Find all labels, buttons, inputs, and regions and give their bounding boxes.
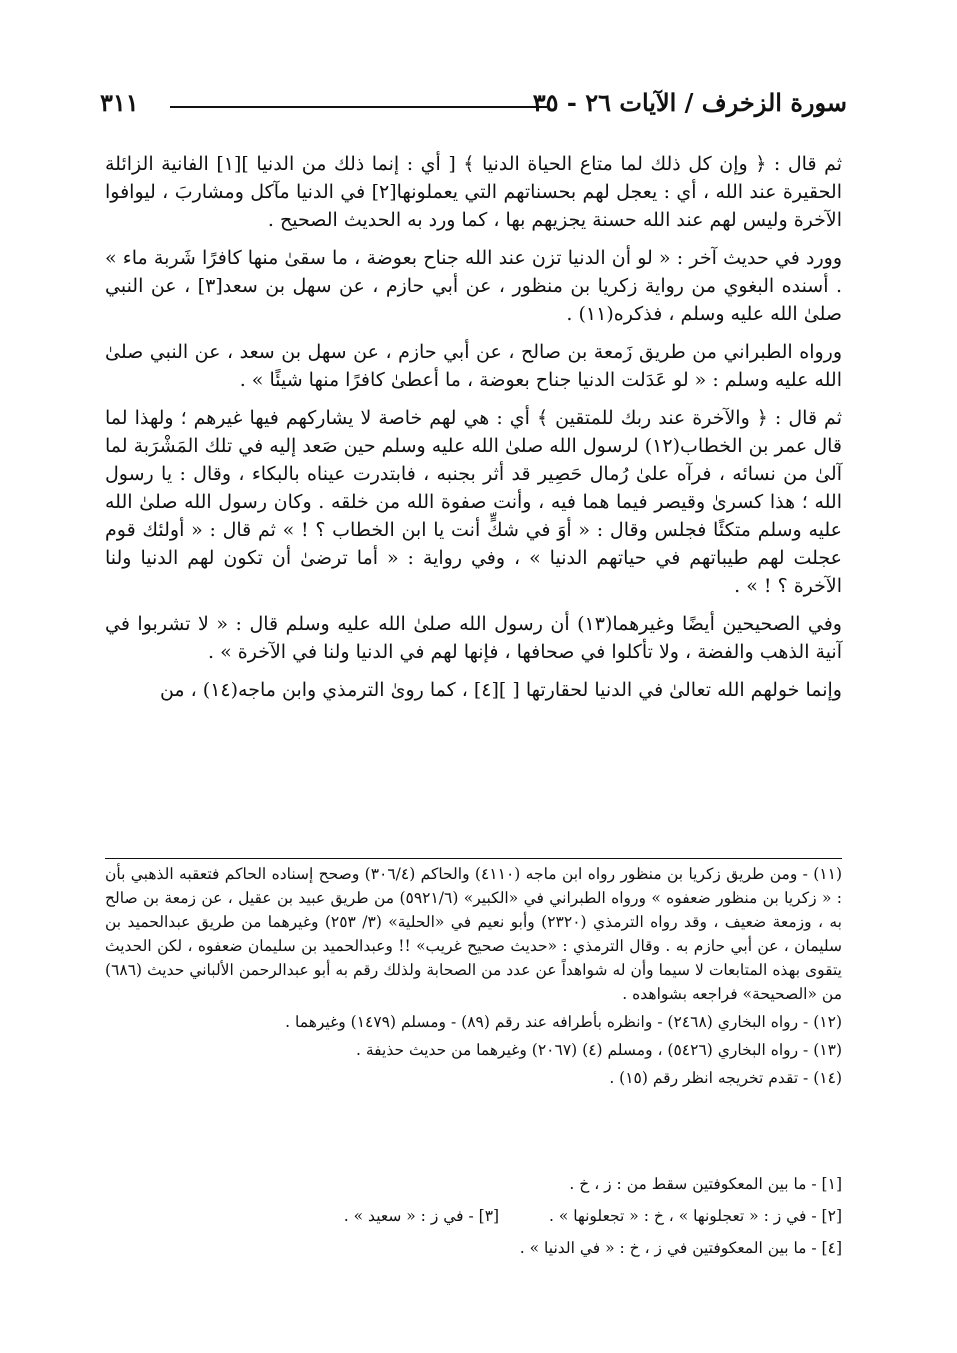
footnote-11: (١١) - ومن طريق زكريا بن منظور رواه ابن ماجه (٤١١٠) والحاكم (٣٠٦/٤) وصحح إسناده الحاكم فتعقبه الذهبي بأن : « زكريا بن منظور ضعفوه » ورواه الطبراني في «الكبير» (٥٩٢١/٦) من طريق عبيد بن عقيل ، عن زمعة بن صالح به ، وزمعة ضعيف ، وقد رواه الترمذي (٢٣٢٠) وأبو نعيم في «الحلية» (٣/ ٢٥٣) وغيرهما من طريق عبدالحميد بن سليمان ، عن أبي حازم به . وقال الترمذي : «حديث صحيح غريب» !! وعبدالحميد بن سليمان ضعفوه ، لكن الحديث يتقوى بهذه المتابعات لا سيما وأن له شواهداً عن عدد من الصحابة ولذلك رقم به أبو عبدالرحمن الألباني حديث (٦٨٦) من «الصحيحة» فراجعه بشواهده . <box>105 865 842 1003</box>
paragraph-2: وورد في حديث آخر : « لو أن الدنيا تزن عند الله جناح بعوضة ، ما سقىٰ منها كافرًا شَربة ماء » . أسنده البغوي من رواية زكريا بن منظور ، عن أبي حازم ، عن سهل بن سعد[٣] ، عن النبي صلىٰ الله عليه وسلم ، فذكره(١١) . <box>105 247 842 325</box>
paragraph-3: ورواه الطبراني من طريق زَمعة بن صالح ، عن أبي حازم ، عن سهل بن سعد ، عن النبي صلىٰ الله عليه وسلم : « لو عَدَلت الدنيا جناح بعوضة ، ما أعطىٰ كافرًا منها شيئًا » . <box>105 341 842 391</box>
main-text <box>105 150 842 714</box>
paragraph-6: وإنما خولهم الله تعالىٰ في الدنيا لحقارتها [ ][٤] ، كما روىٰ الترمذي وابن ماجه(١٤) ، من <box>159 679 842 701</box>
paragraph-5: وفي الصحيحين أيضًا وغيرهما(١٣) أن رسول الله صلىٰ الله عليه وسلم قال : « لا تشربوا في آنية الذهب والفضة ، ولا تأكلوا في صحافها ، فإنها لهم في الدنيا ولنا في الآخرة » . <box>105 613 842 663</box>
variant-4: [٤] - ما بين المعكوفتين في ز ، خ : « في الدنيا » . <box>519 1239 842 1257</box>
manuscript-variants <box>105 1168 842 1264</box>
variant-1: [١] - ما بين المعكوفتين سقط من : ز ، خ . <box>569 1175 842 1193</box>
page-number: ٣١١ <box>100 88 139 117</box>
footnote-13: (١٣) - رواه البخاري (٥٤٢٦) ، ومسلم (٤) (٢٠٦٧) وغيرهما من حديث حذيفة . <box>356 1041 842 1059</box>
footnotes <box>105 862 842 1094</box>
footnote-12: (١٢) - رواه البخاري (٢٤٦٨) - وانظره بأطرافه عند رقم (٨٩) - ومسلم (١٤٧٩) وغيرهما . <box>285 1013 842 1031</box>
variant-3: [٣] - في ز : « سعيد » . <box>343 1207 500 1225</box>
footnote-14: (١٤) - تقدم تخريجه انظر رقم (١٥) . <box>609 1069 842 1087</box>
page-header <box>100 84 847 124</box>
header-rule <box>170 106 547 108</box>
variant-2: [٢] - في ز : « تعجلونها » ، خ : « تجعلونها » . <box>548 1207 842 1225</box>
paragraph-1: ثم قال : ﴿ وإن كل ذلك لما متاع الحياة الدنيا ﴾ [ أي : إنما ذلك من الدنيا ][١] الفانية الزائلة الحقيرة عند الله ، أي : يعجل لهم بحسناتهم التي يعملونها[٢] في الدنيا مآكل ومشاربَ ، ليوافوا الآخرة وليس لهم عند الله حسنة يجزيهم بها ، كما ورد به الحديث الصحيح . <box>105 153 843 231</box>
variant-2-3-line <box>105 1200 842 1232</box>
running-title: سورة الزخرف / الآيات ٢٦ - ٣٥ <box>532 88 847 117</box>
footnote-separator <box>105 858 842 859</box>
paragraph-4: ثم قال : ﴿ والآخرة عند ربك للمتقين ﴾ أي : هي لهم خاصة لا يشاركهم فيها غيرهم ؛ ولهذا لما قال عمر بن الخطاب(١٢) لرسول الله صلىٰ الله عليه وسلم حين صَعد إليه في تلك المَشْرَبة لما آلىٰ من نسائه ، فرآه علىٰ رُمال حَصِير قد أثر بجنبه ، فابتدرت عيناه بالبكاء ، وقال : يا رسول الله ؛ هذا كسرىٰ وقيصر فيما هما فيه ، وأنت صفوة الله من خلقه . وكان رسول الله صلىٰ الله عليه وسلم متكئًا فجلس وقال : « أوَ في شكٍّ أنت يا ابن الخطاب ؟ ! » ثم قال : « أولئك قوم عجلت لهم طيباتهم في حياتهم الدنيا » ، وفي رواية : « أما ترضىٰ أن تكون لهم الدنيا ولنا الآخرة ؟ ! » . <box>105 407 842 597</box>
